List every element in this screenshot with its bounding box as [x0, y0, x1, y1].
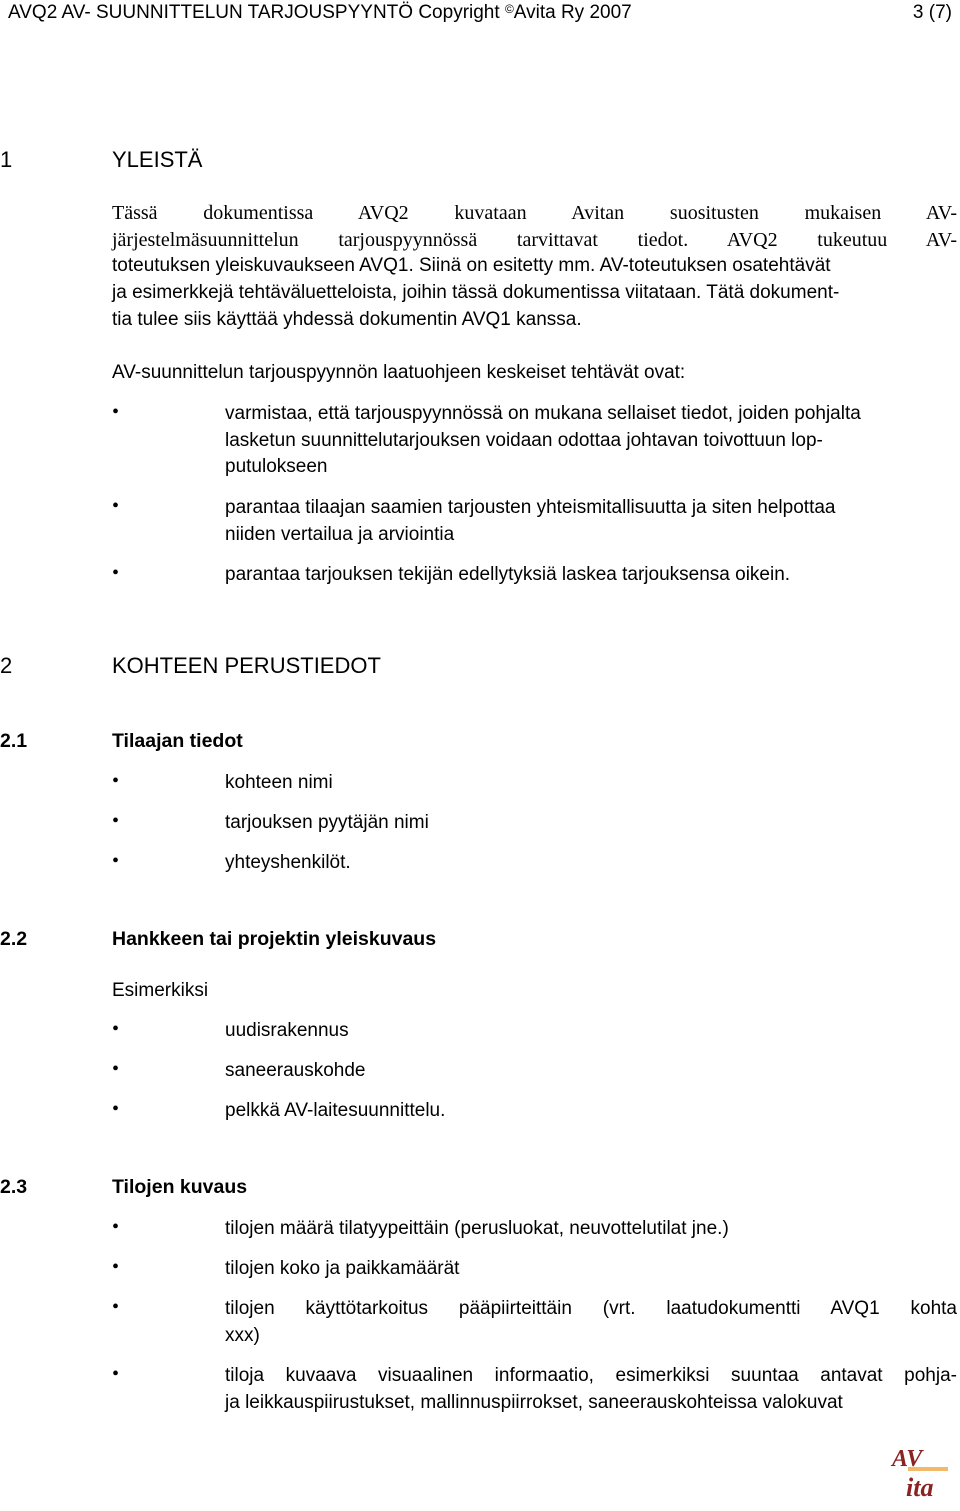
- list-item: saneerauskohde: [225, 1060, 366, 1081]
- list-item: [225, 1256, 957, 1283]
- bullet-symbol: •: [112, 770, 120, 792]
- page-number: 3 (7): [912, 2, 952, 23]
- header-title-post: Avita Ry 2007: [513, 2, 632, 23]
- bullet-line: tiloja kuvaava visuaalinen informaatio, esimerkiksi suuntaa antavat pohja-: [225, 1365, 957, 1386]
- section-1-heading: [0, 147, 202, 173]
- bullet-line: niiden vertailua ja arviointia: [225, 523, 455, 545]
- subsection-title: Tilaajan tiedot: [112, 730, 243, 752]
- bullet-symbol: •: [112, 1216, 120, 1238]
- subsection-title: Tilojen kuvaus: [112, 1176, 248, 1198]
- intro-line-4: ja esimerkkejä tehtäväluetteloista, joihin tässä dokumentissa viitataan. Tätä dokument-: [112, 282, 840, 304]
- subsection-2-3-heading: [0, 1176, 247, 1199]
- list-item: pelkkä AV-laitesuunnittelu.: [225, 1100, 446, 1121]
- list-item: tarjouksen pyytäjän nimi: [225, 812, 429, 833]
- running-header-title: [8, 2, 632, 24]
- bullet-symbol: •: [112, 401, 120, 423]
- subsection-number: 2.3: [0, 1176, 28, 1198]
- svg-text:AV: AV: [892, 1446, 923, 1472]
- list-item: yhteyshenkilöt.: [225, 852, 351, 873]
- subsection-number: 2.2: [0, 928, 28, 950]
- bullet-symbol: •: [112, 1098, 120, 1120]
- subsection-number: 2.1: [0, 730, 28, 752]
- header-title-pre: AVQ2 AV- SUUNNITTELUN TARJOUSPYYNTÖ Copyright: [8, 2, 505, 23]
- section-1-number: 1: [0, 147, 13, 172]
- bullet-symbol: •: [112, 850, 120, 872]
- list-item: [225, 1363, 957, 1416]
- list-item: uudisrakennus: [225, 1020, 349, 1041]
- subsection-title: Hankkeen tai projektin yleiskuvaus: [112, 928, 437, 950]
- subsection-2-2-heading: [0, 928, 436, 951]
- copyright-symbol: ©: [504, 2, 514, 16]
- subsection-2-2-lead: Esimerkiksi: [112, 980, 209, 1001]
- bullet-line: parantaa tarjouksen tekijän edellytyksiä laskea tarjouksensa oikein.: [225, 564, 791, 585]
- bullet-symbol: •: [112, 1256, 120, 1278]
- intro-line-3: toteutuksen yleiskuvaukseen AVQ1. Siinä on esitetty mm. AV-toteutuksen osatehtävät: [112, 255, 831, 277]
- section-2-title: KOHTEEN PERUSTIEDOT: [112, 653, 381, 678]
- bullet-symbol: •: [112, 1363, 120, 1385]
- bullet-symbol: •: [112, 495, 120, 517]
- bullet-line: tilojen käyttötarkoitus pääpiirteittäin (vrt. laatudokumentti AVQ1 kohta: [225, 1298, 957, 1319]
- bullet-symbol: •: [112, 1058, 120, 1080]
- intro-line-1: Tässä dokumentissa AVQ2 kuvataan Avitan suositusten mukaisen AV-: [112, 202, 957, 224]
- bullet-symbol: •: [112, 1018, 120, 1040]
- section-1-lead: AV-suunnittelun tarjouspyynnön laatuohjeen keskeiset tehtävät ovat:: [112, 362, 686, 383]
- list-item: kohteen nimi: [225, 772, 333, 793]
- subsection-2-1-heading: [0, 730, 243, 753]
- bullet-symbol: •: [112, 810, 120, 832]
- section-1-intro: [112, 200, 957, 334]
- bullet-line: tilojen koko ja paikkamäärät: [225, 1258, 460, 1279]
- svg-text:ita: ita: [906, 1473, 934, 1502]
- bullet-line: ja leikkauspiirustukset, mallinnuspiirrokset, saneerauskohteissa valokuvat: [225, 1391, 843, 1413]
- list-item: [225, 1296, 957, 1349]
- section-2-number: 2: [0, 653, 13, 678]
- section-2-heading: [0, 653, 381, 679]
- list-item: [225, 1216, 957, 1243]
- bullet-line: varmistaa, että tarjouspyynnössä on mukana sellaiset tiedot, joiden pohjalta: [225, 403, 861, 424]
- avita-logo-icon: [888, 1440, 954, 1504]
- intro-line-5: tia tulee siis käyttää yhdessä dokumentin AVQ1 kanssa.: [112, 308, 582, 330]
- bullet-line: tilojen määrä tilatyypeittäin (perusluokat, neuvottelutilat jne.): [225, 1218, 729, 1239]
- bullet-line: putulokseen: [225, 456, 328, 478]
- bullet-line: xxx): [225, 1324, 260, 1346]
- bullet-line: lasketun suunnittelutarjouksen voidaan odottaa johtavan toivottuun lop-: [225, 429, 823, 451]
- list-item: [225, 401, 957, 481]
- list-item: [225, 562, 957, 589]
- section-1-title: YLEISTÄ: [112, 147, 203, 172]
- bullet-symbol: •: [112, 1296, 120, 1318]
- bullet-line: parantaa tilaajan saamien tarjousten yhteismitallisuutta ja siten helpottaa: [225, 497, 836, 518]
- list-item: [225, 495, 957, 548]
- intro-line-2: järjestelmäsuunnittelun tarjouspyynnössä tarvittavat tiedot. AVQ2 tukeutuu AV-: [112, 228, 957, 251]
- bullet-symbol: •: [112, 562, 120, 584]
